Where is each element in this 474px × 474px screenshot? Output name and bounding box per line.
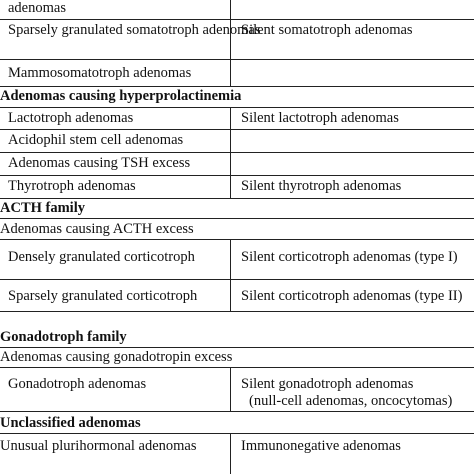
table-row xyxy=(0,176,474,199)
subheader-row xyxy=(0,219,474,240)
row-left-cell: Gonadotroph adenomas xyxy=(8,376,147,392)
row-right-cell: Immunonegative adenomas xyxy=(241,438,401,454)
section-header-row xyxy=(0,87,474,108)
row-left-cell: Acidophil stem cell adenomas xyxy=(8,132,184,148)
table-row xyxy=(0,130,474,153)
row-left-cell: Thyrotroph adenomas xyxy=(8,178,136,194)
row-right-cell: Silent gonadotroph adenomas xyxy=(241,376,414,392)
row-right-cell: Silent thyrotroph adenomas xyxy=(241,178,402,194)
section-title: Unclassified adenomas xyxy=(0,415,141,431)
row-left-cell: Densely granulated corticotroph xyxy=(8,249,195,265)
row-left-cell: Unusual plurihormonal adenomas xyxy=(0,438,197,454)
row-right-cell: Silent lactotroph adenomas xyxy=(241,110,399,126)
table-row xyxy=(0,368,474,412)
table-row xyxy=(0,280,474,312)
table-row xyxy=(0,153,474,176)
table-row xyxy=(0,240,474,280)
row-right-cell: Silent corticotroph adenomas (type I) xyxy=(241,249,458,265)
section-title: Adenomas causing hyperprolactinemia xyxy=(0,88,242,104)
row-left-cell: Sparsely granulated corticotroph xyxy=(8,288,198,304)
table-row xyxy=(0,20,474,60)
row-right-cell: Silent somatotroph adenomas xyxy=(241,22,413,38)
row-left-cell: Sparsely granulated somatotroph adenomas xyxy=(8,22,261,38)
row-left-cell: adenomas xyxy=(8,0,66,16)
table-row xyxy=(0,108,474,130)
section-title: Gonadotroph family xyxy=(0,329,127,345)
row-left-cell: Lactotroph adenomas xyxy=(8,110,134,126)
row-left-cell: Adenomas causing TSH excess xyxy=(8,155,191,171)
row-left-cell: Mammosomatotroph adenomas xyxy=(8,65,192,81)
section-header-row xyxy=(0,199,474,219)
row-right-cell-line2: (null-cell adenomas, oncocytomas) xyxy=(249,393,453,409)
table-row xyxy=(0,434,474,474)
section-header-row xyxy=(0,312,474,348)
subheader-text: Adenomas causing gonadotropin excess xyxy=(0,349,233,365)
table-row xyxy=(0,60,474,87)
subheader-text: Adenomas causing ACTH excess xyxy=(0,221,194,237)
section-title: ACTH family xyxy=(0,200,85,216)
subheader-row xyxy=(0,348,474,368)
table-row xyxy=(0,0,474,20)
section-header-row xyxy=(0,412,474,434)
row-right-cell: Silent corticotroph adenomas (type II) xyxy=(241,288,463,304)
